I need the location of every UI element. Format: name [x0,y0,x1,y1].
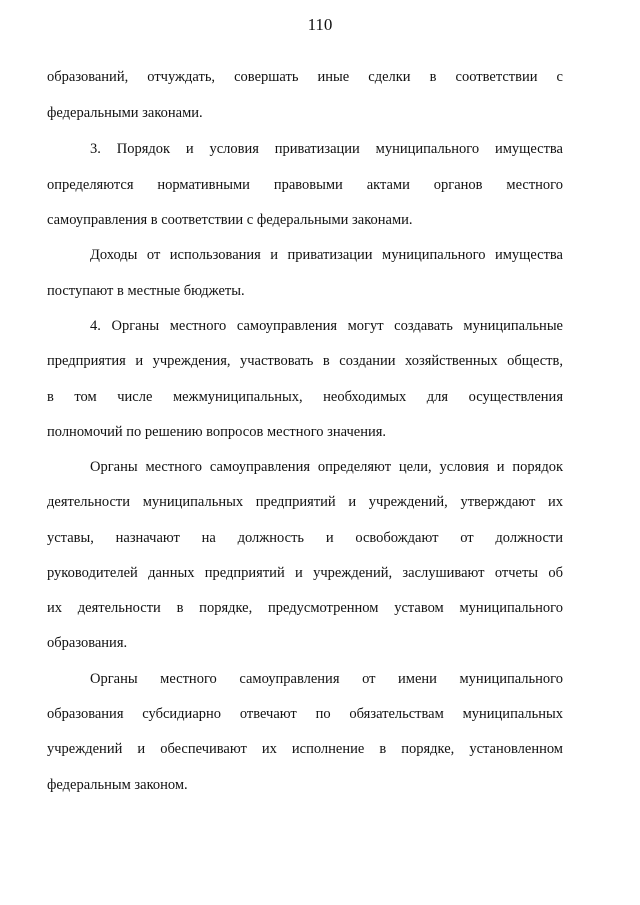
text-line: Доходы от использования и приватизации муниципального имущества [90,247,563,263]
text-line: поступают в местные бюджеты. [47,283,245,299]
text-line: образования. [47,635,128,651]
text-line: предприятия и учреждения, участвовать в создании хозяйственных обществ, [47,353,563,369]
text-line: федеральными законами. [47,105,203,121]
text-line: Органы местного самоуправления от имени муниципального [90,671,563,687]
text-line: учреждений и обеспечивают их исполнение в порядке, установленном [47,741,563,757]
text-line: деятельности муниципальных предприятий и учреждений, утверждают их [47,494,563,510]
text-line: их деятельности в порядке, предусмотренном уставом муниципального [47,600,563,616]
text-line: в том числе межмуниципальных, необходимых для осуществления [47,389,563,405]
page-number: 110 [307,15,333,34]
text-line: уставы, назначают на должность и освобождают от должности [47,530,563,546]
text-line: 3. Порядок и условия приватизации муниципального имущества [90,141,563,157]
text-line: полномочий по решению вопросов местного значения. [47,424,387,440]
text-line: Органы местного самоуправления определяют цели, условия и порядок [90,459,563,475]
text-line: определяются нормативными правовыми актами органов местного [47,177,563,193]
text-line: образований, отчуждать, совершать иные сделки в соответствии с [47,69,563,85]
text-line: образования субсидиарно отвечают по обязательствам муниципальных [47,706,563,722]
text-line: самоуправления в соответствии с федеральными законами. [47,212,413,228]
text-line: руководителей данных предприятий и учреждений, заслушивают отчеты об [47,565,563,581]
text-line: 4. Органы местного самоуправления могут создавать муниципальные [90,318,563,334]
text-line: федеральным законом. [47,777,188,793]
